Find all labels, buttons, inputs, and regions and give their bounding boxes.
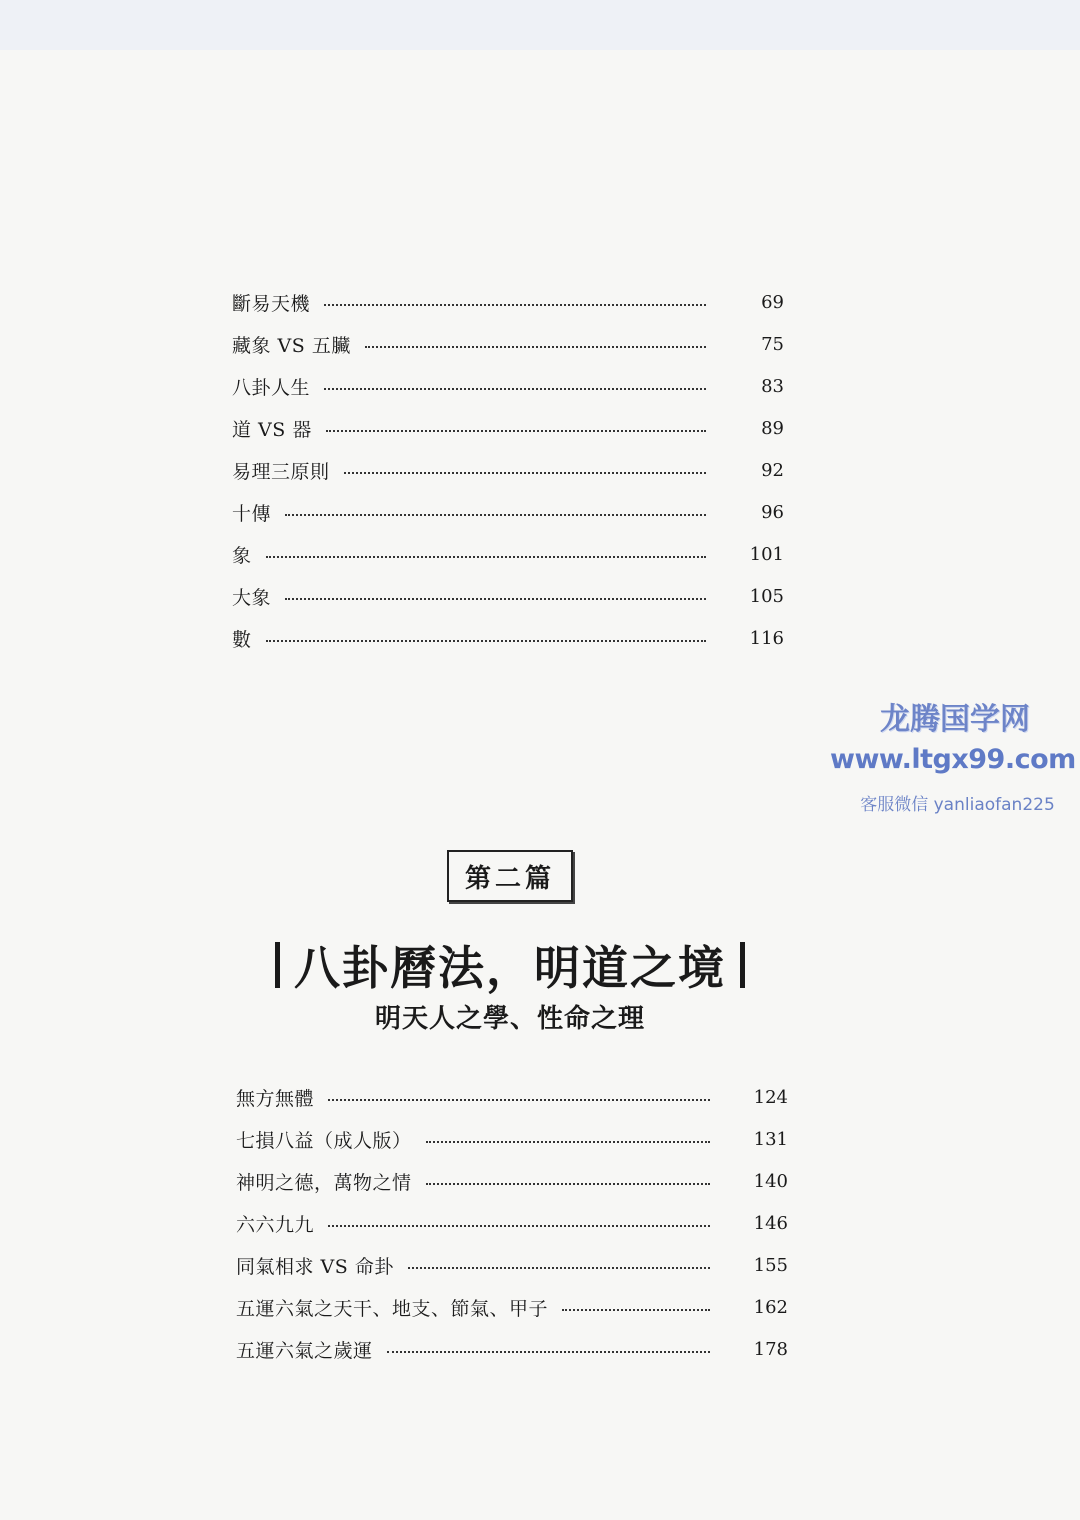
toc-leader-dots: [328, 1099, 710, 1101]
toc-entry-title: 神明之德，萬物之情: [236, 1171, 412, 1194]
toc-entry-page: 83: [761, 375, 784, 397]
toc-entry-page: 96: [761, 501, 784, 523]
watermark-wechat: 客服微信 yanliaofan225: [860, 795, 1055, 815]
toc-entry-title: 藏象 VS 五臟: [232, 334, 351, 357]
toc-entry: [236, 1082, 788, 1112]
toc-leader-dots: [266, 640, 706, 642]
toc-entry: [236, 1124, 788, 1154]
toc-entry-page: 162: [753, 1296, 788, 1318]
toc-leader-dots: [266, 556, 706, 558]
toc-entry: [236, 1334, 788, 1364]
toc-entry-page: 140: [753, 1170, 788, 1192]
toc-entry-page: 124: [753, 1086, 788, 1108]
toc-entry-page: 178: [753, 1338, 788, 1360]
toc-entry-title: 道 VS 器: [232, 418, 312, 441]
watermark-url: www.ltgx99.com: [830, 744, 1076, 775]
part-label-text: 第二篇: [464, 863, 555, 894]
toc-entry-page: 89: [761, 417, 784, 439]
title-bar-left: [275, 942, 280, 988]
toc-entry-page: 105: [749, 585, 784, 607]
toc-leader-dots: [562, 1309, 710, 1311]
toc-entry-title: 六六九九: [236, 1213, 315, 1236]
toc-entry-title: 五運六氣之天干、地支、節氣、甲子: [236, 1297, 549, 1320]
toc-leader-dots: [324, 304, 706, 306]
watermark-name: 龙腾国学网: [880, 702, 1030, 737]
toc-leader-dots: [324, 388, 706, 390]
toc-entry-title: 五運六氣之歲運: [236, 1339, 373, 1362]
toc-entry: [232, 413, 784, 443]
top-bar: [0, 0, 1080, 50]
toc-entry: [232, 329, 784, 359]
toc-leader-dots: [387, 1351, 710, 1353]
toc-entry-title: 同氣相求 VS 命卦: [236, 1255, 394, 1278]
toc-leader-dots: [365, 346, 706, 348]
toc-leader-dots: [285, 514, 706, 516]
toc-leader-dots: [426, 1141, 710, 1143]
toc-leader-dots: [328, 1225, 710, 1227]
toc-entry: [232, 287, 784, 317]
toc-entry-title: 大象: [232, 586, 272, 609]
toc-entry-title: 十傳: [232, 502, 272, 525]
part-title-text: 八卦曆法，明道之境: [294, 941, 726, 995]
toc-entry: [232, 497, 784, 527]
toc-entry: [232, 539, 784, 569]
toc-entry-page: 146: [753, 1212, 788, 1234]
part-subtitle: 明天人之學、性命之理: [374, 1004, 645, 1034]
toc-entry-title: 八卦人生: [232, 376, 311, 399]
toc-entry: [236, 1166, 788, 1196]
part-label: [447, 850, 573, 902]
toc-entry: [232, 371, 784, 401]
toc-entry-page: 116: [749, 627, 784, 649]
toc-leader-dots: [408, 1267, 710, 1269]
toc-entry-title: 易理三原則: [232, 460, 330, 483]
toc-entry-page: 131: [753, 1128, 788, 1150]
toc-entry-page: 101: [749, 543, 784, 565]
toc-entry-page: 155: [753, 1254, 788, 1276]
toc-entry: [232, 623, 784, 653]
toc-entry-title: 七損八益（成人版）: [236, 1129, 412, 1152]
toc-entry-title: 象: [232, 544, 252, 567]
toc-entry: [236, 1208, 788, 1238]
toc-entry: [232, 455, 784, 485]
toc-entry-page: 69: [761, 291, 784, 313]
part-title: [240, 930, 780, 1000]
toc-entry-title: 斷易天機: [232, 292, 311, 315]
toc-entry-page: 92: [761, 459, 784, 481]
toc-entry-title: 無方無體: [236, 1087, 315, 1110]
toc-leader-dots: [426, 1183, 710, 1185]
toc-entry-title: 數: [232, 628, 252, 651]
toc-entry: [236, 1292, 788, 1322]
toc-entry-page: 75: [761, 333, 784, 355]
toc-leader-dots: [285, 598, 706, 600]
toc-entry: [236, 1250, 788, 1280]
title-bar-right: [740, 942, 745, 988]
toc-entry: [232, 581, 784, 611]
toc-leader-dots: [344, 472, 706, 474]
toc-leader-dots: [326, 430, 706, 432]
